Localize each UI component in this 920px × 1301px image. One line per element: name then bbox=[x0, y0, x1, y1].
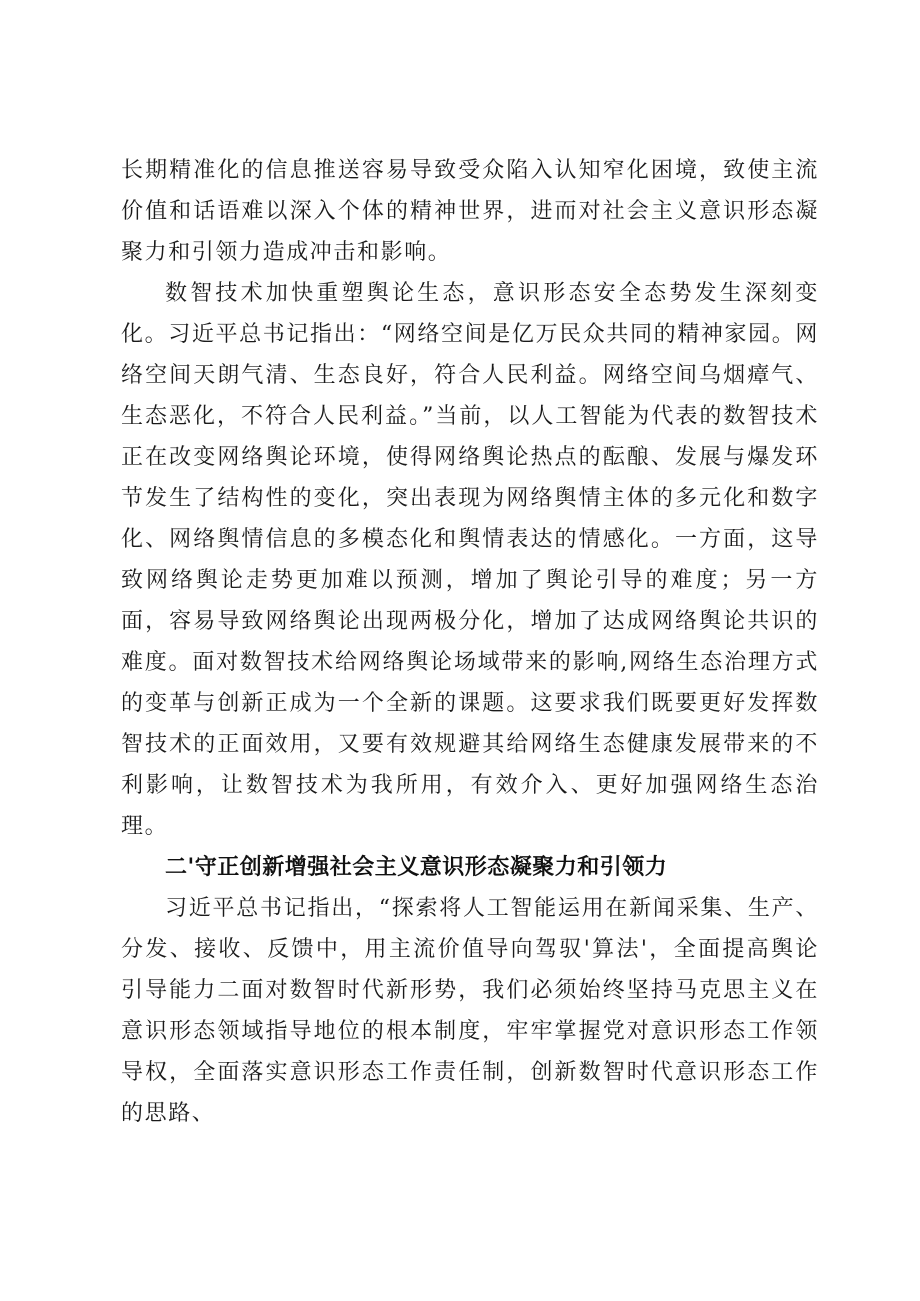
paragraph-innovation: 习近平总书记指出，“探索将人工智能运用在新闻采集、生产、分发、接收、反馈中，用主流价值导向驾驭'算法'，全面提高舆论引导能力二面对数智时代新形势，我们必须始终坚持马克思主义在意识形态领域指导地位的根本制度，牢牢掌握党对意识形态工作领导权，全面落实意识形态工作责任制，创新数智时代意识形态工作的思路、 bbox=[121, 896, 819, 1126]
document-body bbox=[121, 150, 819, 1134]
paragraph-opinion-ecology: 数智技术加快重塑舆论生态，意识形态安全态势发生深刻变化。习近平总书记指出：“网络空间是亿万民众共同的精神家园。网络空间天朗气清、生态良好，符合人民利益。网络空间乌烟瘴气、生态恶化，不符合人民利益。”当前，以人工智能为代表的数智技术正在改变网络舆论环境，使得网络舆论热点的酝酿、发展与爆发环节发生了结构性的变化，突出表现为网络舆情主体的多元化和数字化、网络舆情信息的多模态化和舆情表达的情感化。一方面，这导致网络舆论走势更加难以预测，增加了舆论引导的难度；另一方面，容易导致网络舆论出现两极分化，增加了达成网络舆论共识的难度。面对数智技术给网络舆论场域带来的影响,网络生态治理方式的变革与创新正成为一个全新的课题。这要求我们既要更好发挥数智技术的正面效用，又要有效规避其给网络生态健康发展带来的不利影响，让数智技术为我所用，有效介入、更好加强网络生态治理。 bbox=[121, 281, 819, 839]
section-heading: 二'守正创新增强社会主义意识形态凝聚力和引领力 bbox=[165, 855, 668, 880]
paragraph-continuation: 长期精准化的信息推送容易导致受众陷入认知窄化困境，致使主流价值和话语难以深入个体的精神世界，进而对社会主义意识形态凝聚力和引领力造成冲击和影响。 bbox=[121, 158, 819, 265]
